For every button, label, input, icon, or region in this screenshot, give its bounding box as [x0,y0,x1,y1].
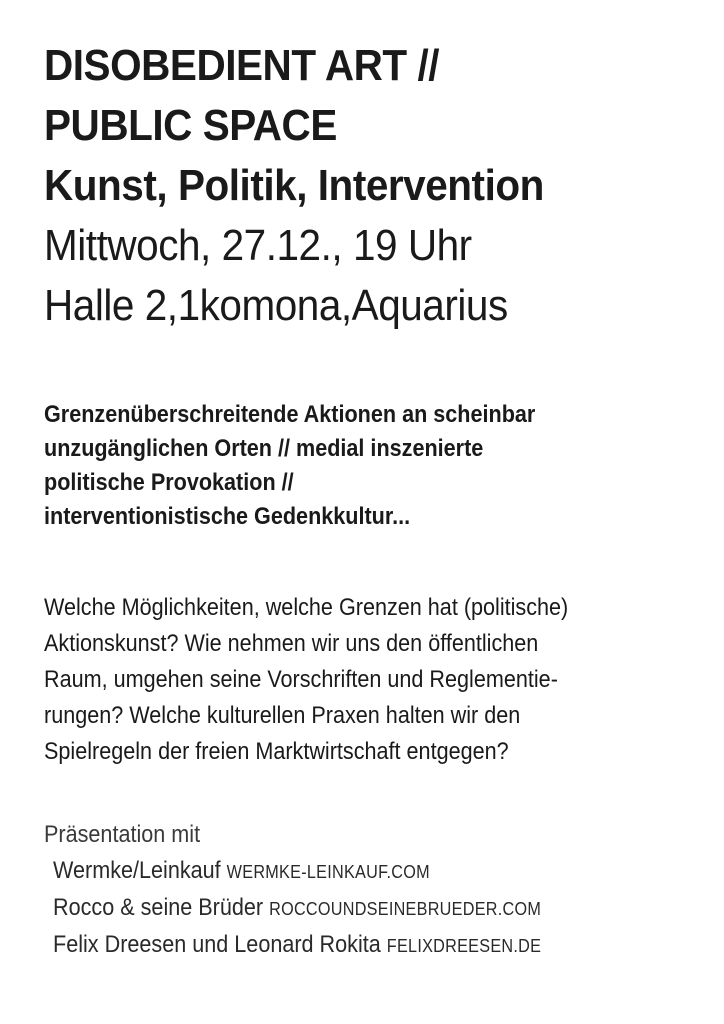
artist-entry [44,890,541,927]
body-paragraph [44,590,568,770]
lead-line: unzugänglichen Orten // medial inszenierte [44,435,484,462]
artist-url[interactable]: ROCCOUNDSEINEBRUEDER.COM [269,899,542,919]
title-line-1: DISOBEDIENT ART // [44,41,440,90]
event-date: Mittwoch, 27.12., 19 Uhr [44,221,472,270]
artist-name: Rocco & seine Brüder [53,894,264,921]
lead-line: politische Provokation // [44,469,294,496]
body-line: Raum, umgehen seine Vorschriften und Reglementie- [44,666,558,693]
artist-url[interactable]: WERMKE-LEINKAUF.COM [226,862,430,882]
lead-line: interventionistische Gedenkkultur... [44,503,411,530]
artist-name: Wermke/Leinkauf [53,857,221,884]
artist-entry [44,927,541,964]
lead-line: Grenzenüberschreitende Aktionen an scheinbar [44,401,536,428]
body-line: Aktionskunst? Wie nehmen wir uns den öffentlichen [44,630,539,657]
artist-entry [44,853,541,890]
artist-name: Felix Dreesen und Leonard Rokita [53,931,381,958]
subtitle: Kunst, Politik, Intervention [44,161,544,210]
presentation-intro: Präsentation mit [44,821,201,848]
presentation-list [44,817,541,964]
event-location: Halle 2,1komona,Aquarius [44,281,508,330]
lead-paragraph [44,398,535,534]
artist-url[interactable]: FELIXDREESEN.DE [386,936,542,956]
body-line: Welche Möglichkeiten, welche Grenzen hat (politische) [44,594,569,621]
body-line: rungen? Welche kulturellen Praxen halten wir den [44,702,521,729]
poster-header [44,36,694,336]
title-line-2: PUBLIC SPACE [44,101,337,150]
body-line: Spielregeln der freien Marktwirtschaft entgegen? [44,738,509,765]
